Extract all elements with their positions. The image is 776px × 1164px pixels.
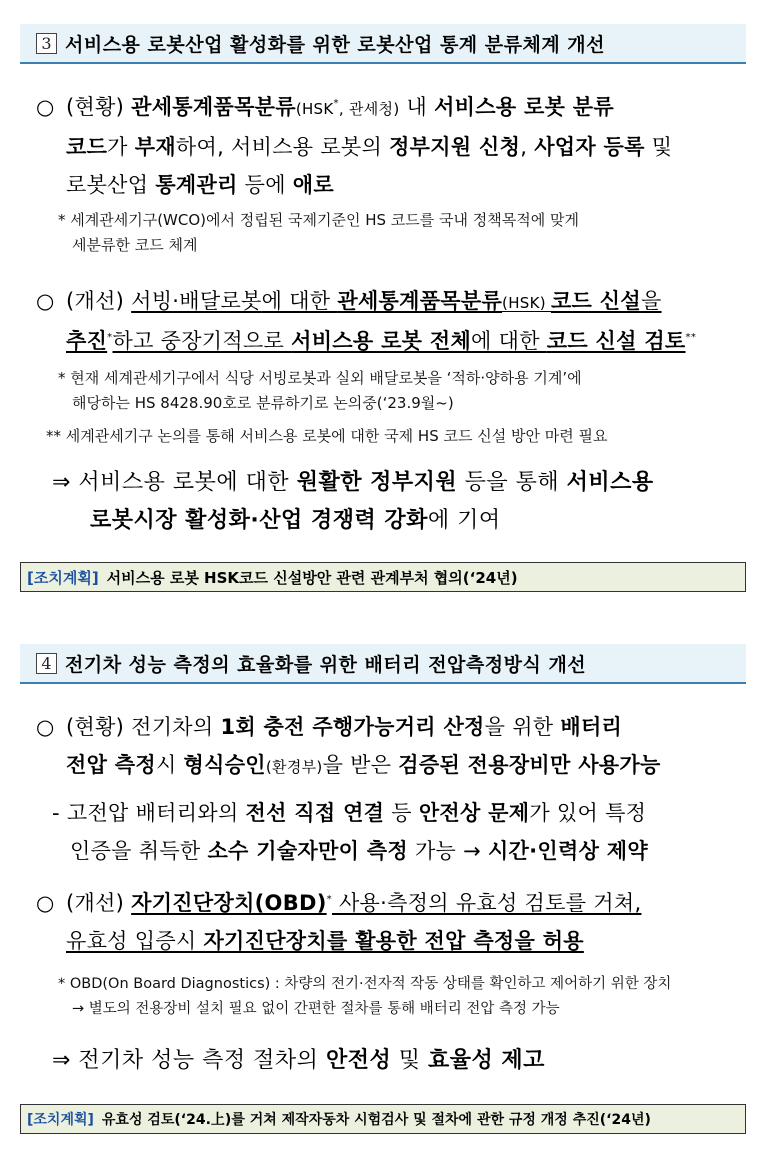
status-paragraph: ○ (현황) 관세통계품목분류(HSK*, 관세청) 내 서비스용 로봇 분류 코드가 부재하여, 서비스용 로봇의 정부지원 신청, 사업자 등록 및 로봇산업 통계관리 등에 애로 bbox=[36, 88, 748, 204]
section-4-header bbox=[20, 644, 746, 684]
section-3-header bbox=[20, 24, 746, 64]
bullet-circle: ○ bbox=[36, 289, 55, 313]
section-title: 서비스용 로봇산업 활성화를 위한 로봇산업 통계 분류체계 개선 bbox=[65, 33, 606, 56]
footnote: * 세계관세기구(WCO)에서 정립된 국제기준인 HS 코드를 국내 정책목적에 맞게 세분류한 코드 체계 bbox=[58, 211, 579, 254]
footnote: * OBD(On Board Diagnostics) : 차량의 전기·전자적 작동 상태를 확인하고 제어하기 위한 장치 → 별도의 전용장비 설치 필요 없이 간편한 절차를 통해 배터리 전압 측정 가능 bbox=[58, 976, 672, 1017]
section-title: 전기차 성능 측정의 효율화를 위한 배터리 전압측정방식 개선 bbox=[65, 653, 587, 676]
action-plan-text: 서비스용 로봇 HSK코드 신설방안 관련 관계부처 협의(‘24년) bbox=[106, 568, 518, 587]
conclusion-paragraph: ⇒ 전기차 성능 측정 절차의 안전성 및 효율성 제고 bbox=[52, 1048, 545, 1073]
implies-arrow: ⇒ bbox=[52, 470, 71, 495]
bullet-circle: ○ bbox=[36, 891, 55, 915]
action-plan-box bbox=[20, 1104, 746, 1134]
action-plan-text: 유효성 검토(‘24.上)를 거쳐 제작자동차 시험검사 및 절차에 관한 규정 개정 추진(‘24년) bbox=[101, 1112, 651, 1128]
action-plan-box bbox=[20, 562, 746, 592]
action-plan-label: [조치계획] bbox=[27, 1112, 94, 1128]
footnote: * 현재 세계관세기구에서 식당 서빙로봇과 실외 배달로봇을 ‘적하·양하용 기계’에 해당하는 HS 8428.90호로 분류하기로 논의중(‘23.9월~) bbox=[58, 369, 582, 412]
improvement-paragraph: ○ (개선) 자기진단장치(OBD)* 사용·측정의 유효성 검토를 거쳐, 유효성 입증시 자기진단장치를 활용한 전압 측정을 허용 bbox=[36, 884, 748, 960]
section-number: 3 bbox=[36, 33, 57, 54]
implies-arrow: ⇒ bbox=[52, 1048, 71, 1073]
action-plan-label: [조치계획] bbox=[27, 568, 99, 587]
dash-marker: - bbox=[52, 801, 60, 825]
footnote: ** 세계관세기구 논의를 통해 서비스용 로봇에 대한 국제 HS 코드 신설 방안 마련 필요 bbox=[46, 427, 608, 445]
conclusion-paragraph: ⇒ 서비스용 로봇에 대한 원활한 정부지원 등을 통해 서비스용 로봇시장 활성화·산업 경쟁력 강화에 기여 bbox=[52, 470, 654, 533]
bullet-circle: ○ bbox=[36, 715, 55, 739]
status-paragraph: ○ (현황) 전기차의 1회 충전 주행가능거리 산정을 위한 배터리 전압 측정시 형식승인(환경부)을 받은 검증된 전용장비만 사용가능 bbox=[36, 708, 748, 786]
section-number: 4 bbox=[36, 653, 57, 674]
improvement-paragraph: ○ (개선) 서빙·배달로봇에 대한 관세통계품목분류(HSK) 코드 신설을 추진*하고 중장기적으로 서비스용 로봇 전체에 대한 코드 신설 검토** bbox=[36, 282, 748, 360]
status-detail-paragraph: - 고전압 배터리와의 전선 직접 연결 등 안전상 문제가 있어 특정 인증을 취득한 소수 기술자만이 측정 가능 → 시간·인력상 제약 bbox=[52, 801, 648, 863]
bullet-circle: ○ bbox=[36, 95, 55, 119]
